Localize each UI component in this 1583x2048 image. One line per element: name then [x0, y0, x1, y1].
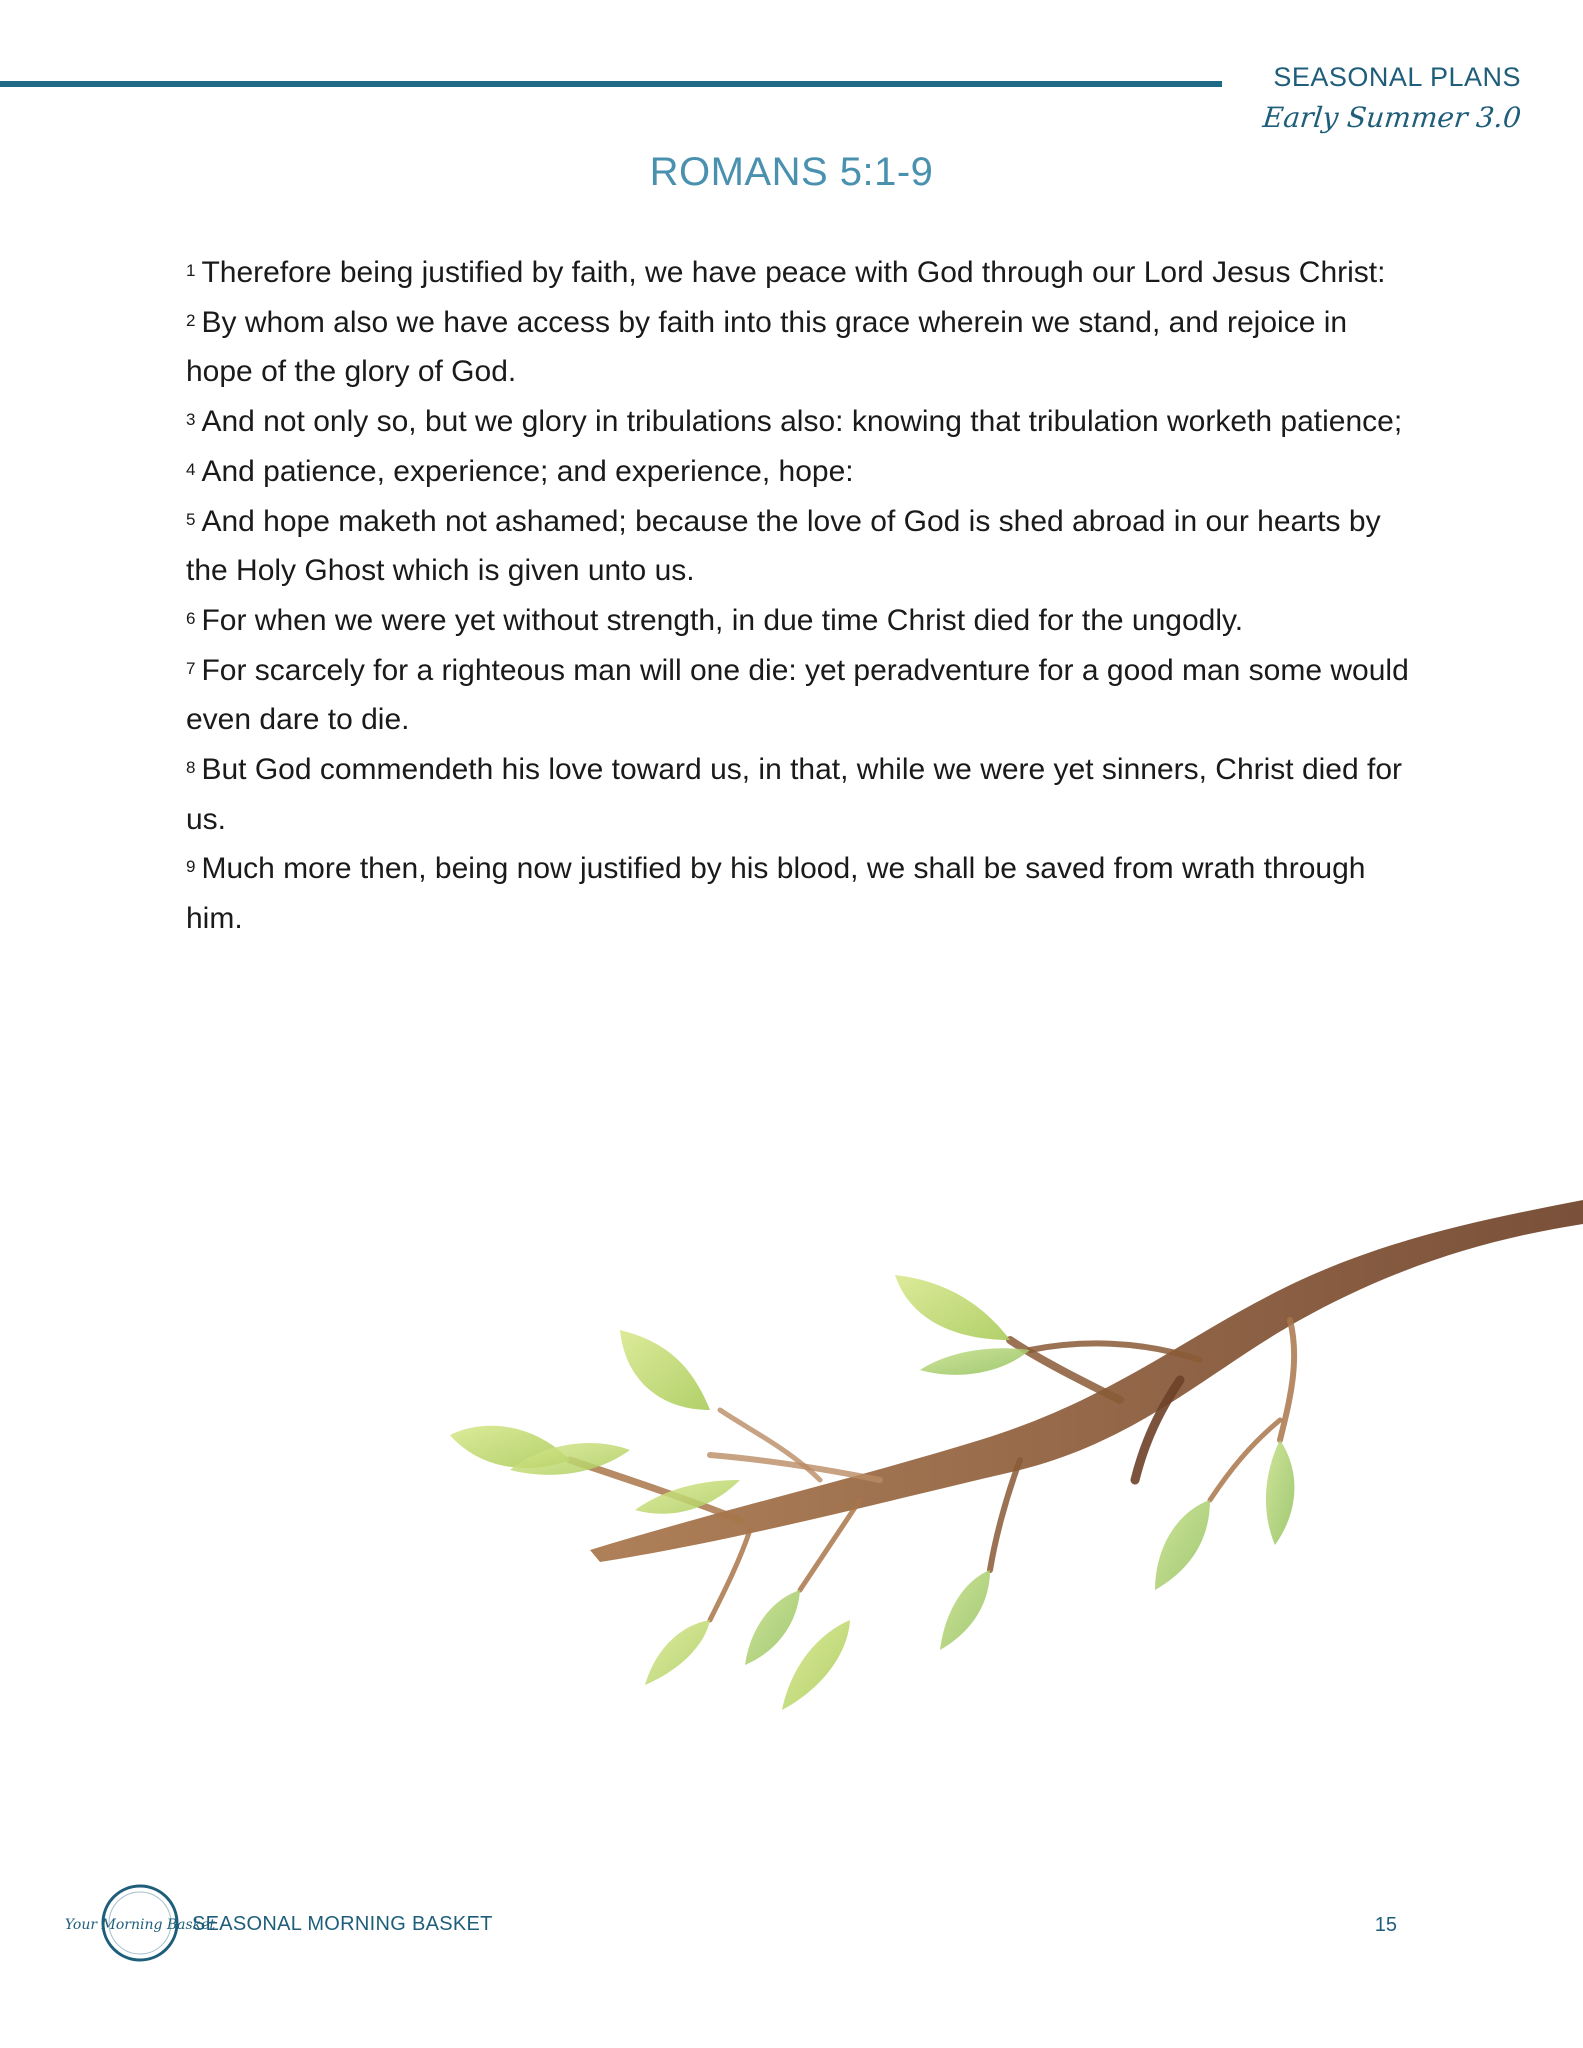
- leaf: [940, 1570, 990, 1650]
- twig: [1010, 1340, 1120, 1400]
- verse-text: And not only so, but we glory in tribulations also: knowing that tribulation worketh patience;: [201, 405, 1403, 439]
- verse-2: [186, 298, 1416, 397]
- verse-3: [186, 397, 1416, 447]
- verse-number: 8: [186, 758, 196, 778]
- leaf: [745, 1590, 800, 1665]
- twig: [720, 1410, 820, 1480]
- verse-list: [186, 248, 1416, 944]
- verse-7: [186, 646, 1416, 745]
- verse-text: But God commendeth his love toward us, in that, while we were yet sinners, Christ died for us.: [186, 753, 1403, 836]
- logo-text: Your Morning Basket: [64, 1917, 216, 1933]
- twig: [990, 1460, 1020, 1570]
- verse-text: And patience, experience; and experience, hope:: [201, 454, 854, 488]
- verse-number: 1: [186, 261, 196, 280]
- verse-number: 9: [186, 857, 196, 877]
- leaf: [782, 1620, 850, 1710]
- verse-9: [186, 844, 1416, 943]
- verse-text: By whom also we have access by faith into this grace wherein we stand, and rejoice in hope of the glory of God.: [186, 305, 1348, 389]
- leaf: [920, 1348, 1030, 1375]
- header-title: SEASONAL PLANS: [1273, 62, 1521, 92]
- verse-5: [186, 497, 1416, 596]
- verse-4: [186, 447, 1416, 497]
- verse-6: [186, 596, 1416, 646]
- page-title: ROMANS 5:1-9: [649, 150, 934, 194]
- page-number: 15: [1374, 1914, 1397, 1936]
- header-subtitle: Early Summer 3.0: [1261, 101, 1523, 134]
- verse-number: 2: [186, 310, 196, 330]
- leaf: [645, 1620, 710, 1685]
- leaf: [620, 1330, 710, 1410]
- leaf: [1155, 1500, 1210, 1590]
- verse-8: [186, 745, 1416, 844]
- twig: [710, 1530, 750, 1620]
- verse-number: 3: [186, 410, 196, 430]
- verse-number: 5: [186, 509, 196, 529]
- leaf: [1266, 1440, 1294, 1545]
- verse-text: For when we were yet without strength, in due time Christ died for the ungodly.: [201, 603, 1244, 637]
- footer-label: SEASONAL MORNING BASKET: [192, 1913, 493, 1935]
- twig: [1280, 1320, 1294, 1440]
- verse-text: For scarcely for a righteous man will one die: yet peradventure for a good man some would even dare to die.: [186, 653, 1409, 737]
- branch-illustration: [420, 1180, 1583, 1720]
- verse-number: 7: [186, 658, 196, 678]
- verse-number: 4: [186, 459, 196, 479]
- verse-text: Therefore being justified by faith, we have peace with God through our Lord Jesus Christ:: [201, 256, 1386, 289]
- verse-text: Much more then, being now justified by his blood, we shall be saved from wrath through him.: [186, 852, 1366, 936]
- leaf: [895, 1275, 1010, 1340]
- header: [1263, 64, 1521, 134]
- brand-logo: [64, 1883, 216, 1963]
- verse-text: And hope maketh not ashamed; because the love of God is shed abroad in our hearts by the Holy Ghost which is given unto us.: [186, 504, 1381, 588]
- header-rule: [0, 81, 1222, 87]
- verse-number: 6: [186, 608, 196, 628]
- verse-1: [186, 248, 1416, 298]
